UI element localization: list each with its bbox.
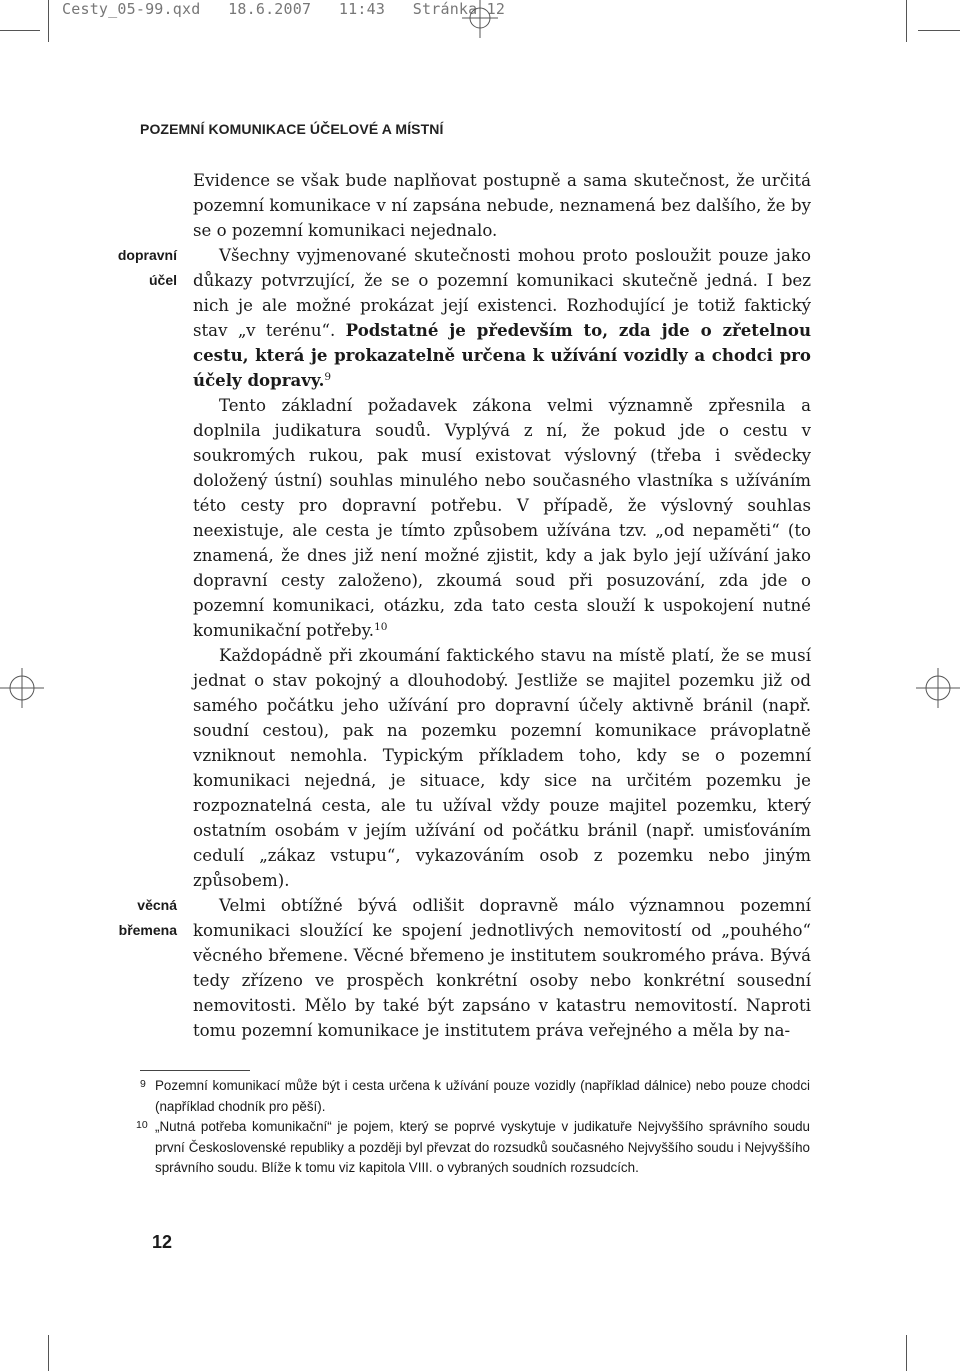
paragraph: Velmi obtížné bývá odlišit dopravně málo významnou pozemní komunikaci sloužící ke spojení jednotlivých nemovitostí od „pouhého“ věcného břemene. Věcné břemeno je institutem soukromého práva. Bývá tedy zřízeno ve prospěch konkrétní osoby nebo konkrétní sousední nemovitosti. Mělo by také být zapsáno v katastru nemovitostí. Naproti tomu pozemní komunikace je institutem práva veřejného a měla by na-	[193, 896, 811, 1040]
footnotes	[136, 1076, 810, 1179]
paragraph-text: Všechny vyjmenované skutečnosti mohou proto posloužit pouze jako důkazy potvrzující, že se o pozemní komunikaci skutečně jedná. I bez nich je ale možné prokázat její existenci. Rozhodující je totiž faktický stav „v terénu“.	[193, 246, 811, 340]
registration-mark-right-icon	[916, 664, 960, 712]
print-slug: Cesty_05-99.qxd 18.6.2007 11:43 Stránka 12	[62, 0, 506, 18]
paragraph	[193, 393, 811, 643]
paragraph: Každopádně při zkoumání faktického stavu na místě platí, že se musí jednat o stav pokojný a dlouhodobý. Jestliže se majitel pozemku již od samého počátku jeho užívání pro dopravní účely aktivně bránil (např. soudní cestou), pak na pozemku pozemní komunikace právoplatně vzniknout nemohla. Typickým příkladem toho, kdy se o pozemní komunikaci nejedná, je situace, kdy sice na určitém pozemku je rozpoznatelná cesta, ale tu užíval vždy pouze majitel pozemku, který ostatním osobám v jejím užívání od počátku bránil (např. umisťováním cedulí „zákaz vstupu“, vykazováním osob z pozemku nebo jiným způsobem).	[193, 646, 811, 890]
margin-note-line: dopravní	[117, 247, 177, 263]
margin-note-dopravni-ucel	[118, 243, 177, 293]
footnote	[136, 1117, 810, 1179]
footnote-number: 9	[140, 1078, 146, 1090]
registration-mark-top-icon	[456, 0, 504, 40]
footnote-ref[interactable]: 10	[374, 621, 388, 633]
footnote-separator	[140, 1070, 250, 1071]
paragraph	[193, 243, 811, 393]
footnote-text: Pozemní komunikací může být i cesta určena k užívání pouze vozidly (například dálnice) nebo pouze chodci (například chodník pro pěší).	[155, 1078, 810, 1114]
registration-mark-left-icon	[0, 664, 44, 712]
emphasis-text: Podstatné je především to, zda jde o zřetelnou cestu, která je prokazatelně určena k užívání vozidly a chodci pro účely dopravy.	[193, 320, 812, 390]
footnote	[140, 1076, 810, 1117]
footnote-ref[interactable]: 9	[324, 371, 332, 383]
footnote-number: 10	[136, 1119, 148, 1131]
margin-note-line: věcná	[137, 897, 177, 913]
margin-note-vecna-bremena	[119, 893, 177, 943]
page-number: 12	[152, 1232, 173, 1252]
margin-note-line: účel	[148, 272, 177, 288]
running-head: POZEMNÍ KOMUNIKACE ÚČELOVÉ A MÍSTNÍ	[140, 121, 444, 137]
margin-note-line: břemena	[118, 922, 177, 938]
paragraph-text: Tento základní požadavek zákona velmi významně zpřesnila a doplnila judikatura soudů. Vyplývá z ní, že pokud jde o cestu v soukromých rukou, pak musí existovat výslovný (třeba i svědecky doložený ústní) souhlas minulého nebo současného vlastníka s užíváním této cesty pro dopravní potřebu. V případě, že výslovný souhlas neexistuje, ale cesta je tímto způsobem užívána tzv. „od nepaměti“ (to znamená, že dnes již není možné zjistit, kdy a jak bylo její užívání jako dopravní cesty založeno), zkoumá soud při posuzování, zda jde o pozemní komunikaci, otázku, zda tato cesta slouží k uspokojení nutné komunikační potřeby.	[193, 396, 811, 640]
body-text	[193, 168, 811, 1043]
paragraph: Evidence se však bude naplňovat postupně a sama skutečnost, že určitá pozemní komunikace v ní zapsána nebude, neznamená bez dalšího, že by se o pozemní komunikaci nejednalo.	[193, 171, 811, 240]
footnote-text: „Nutná potřeba komunikační“ je pojem, který se poprvé vyskytuje v judikatuře Nejvyššího správního soudu první Československé republiky a později byl převzat do rozsudků současného Nejvyššího soudu i Nejvyššího správního soudu. Blíže k tomu viz kapitola VIII. o vybraných soudních rozsudcích.	[155, 1119, 810, 1175]
